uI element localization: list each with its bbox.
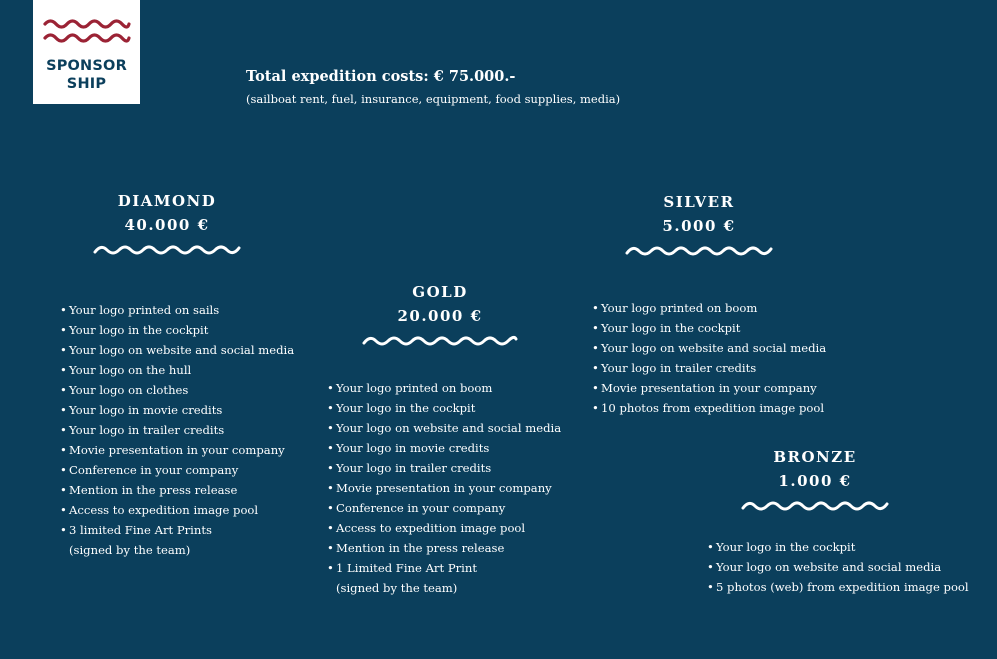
wave-icon: [43, 16, 131, 46]
list-item: • Your logo on website and social media: [60, 340, 294, 360]
sponsorship-logo: [33, 0, 140, 104]
wave-divider-icon: [93, 242, 241, 256]
list-item: • Your logo in the cockpit: [592, 318, 826, 338]
list-item: • Your logo in the cockpit: [60, 320, 294, 340]
tier-silver-benefits: [592, 298, 826, 418]
total-costs-subtitle: (sailboat rent, fuel, insurance, equipment, food supplies, media): [246, 92, 621, 106]
list-item: • Your logo in the cockpit: [707, 537, 969, 557]
list-item: • Your logo in movie credits: [60, 400, 294, 420]
tier-bronze-benefits: [707, 537, 969, 597]
list-item: • Your logo printed on boom: [592, 298, 826, 318]
list-item-note: (signed by the team): [336, 581, 458, 595]
list-item: • Movie presentation in your company: [592, 378, 826, 398]
tier-name: BRONZE: [773, 448, 857, 466]
list-item: • Your logo on website and social media: [707, 557, 969, 577]
tier-price: 40.000 €: [124, 216, 210, 234]
wave-divider-icon: [625, 243, 773, 257]
list-item: • 1 Limited Fine Art Print: [327, 558, 561, 578]
tier-gold-benefits: [327, 378, 561, 598]
list-item: • 10 photos from expedition image pool: [592, 398, 826, 418]
list-item: • 3 limited Fine Art Prints: [60, 520, 294, 540]
tier-bronze-header: [735, 446, 895, 512]
list-item: • 5 photos (web) from expedition image pool: [707, 577, 969, 597]
list-item: • Access to expedition image pool: [327, 518, 561, 538]
total-costs-title: Total expedition costs: € 75.000.-: [246, 68, 516, 85]
list-item: • Your logo in trailer credits: [592, 358, 826, 378]
list-item: • Mention in the press release: [60, 480, 294, 500]
tier-diamond-benefits: [60, 300, 294, 560]
list-item: • Conference in your company: [327, 498, 561, 518]
logo-line-2: SHIP: [66, 76, 107, 92]
tier-name: SILVER: [663, 193, 735, 211]
list-item: • Your logo on website and social media: [327, 418, 561, 438]
tier-name: DIAMOND: [117, 192, 217, 210]
tier-price: 20.000 €: [397, 307, 483, 325]
list-item: • Your logo printed on boom: [327, 378, 561, 398]
logo-text: [33, 57, 140, 93]
list-item: • Movie presentation in your company: [60, 440, 294, 460]
list-item: • Your logo on clothes: [60, 380, 294, 400]
tier-price: 5.000 €: [662, 217, 736, 235]
list-item: • Your logo in the cockpit: [327, 398, 561, 418]
tier-gold-header: [360, 281, 520, 347]
wave-divider-icon: [362, 333, 518, 347]
list-item: • Your logo in movie credits: [327, 438, 561, 458]
logo-line-1: SPONSOR: [46, 58, 127, 74]
list-item: • Movie presentation in your company: [327, 478, 561, 498]
list-item: • Conference in your company: [60, 460, 294, 480]
list-item: • Your logo in trailer credits: [60, 420, 294, 440]
list-item: • Your logo printed on sails: [60, 300, 294, 320]
list-item: • Your logo in trailer credits: [327, 458, 561, 478]
list-item: • Mention in the press release: [327, 538, 561, 558]
list-item: • Your logo on website and social media: [592, 338, 826, 358]
list-item: • Access to expedition image pool: [60, 500, 294, 520]
total-costs: [246, 67, 620, 108]
tier-name: GOLD: [412, 283, 468, 301]
tier-price: 1.000 €: [778, 472, 852, 490]
list-item: • Your logo on the hull: [60, 360, 294, 380]
list-item-note: (signed by the team): [69, 543, 191, 557]
tier-diamond-header: [87, 190, 247, 256]
wave-divider-icon: [741, 498, 889, 512]
tier-silver-header: [619, 191, 779, 257]
